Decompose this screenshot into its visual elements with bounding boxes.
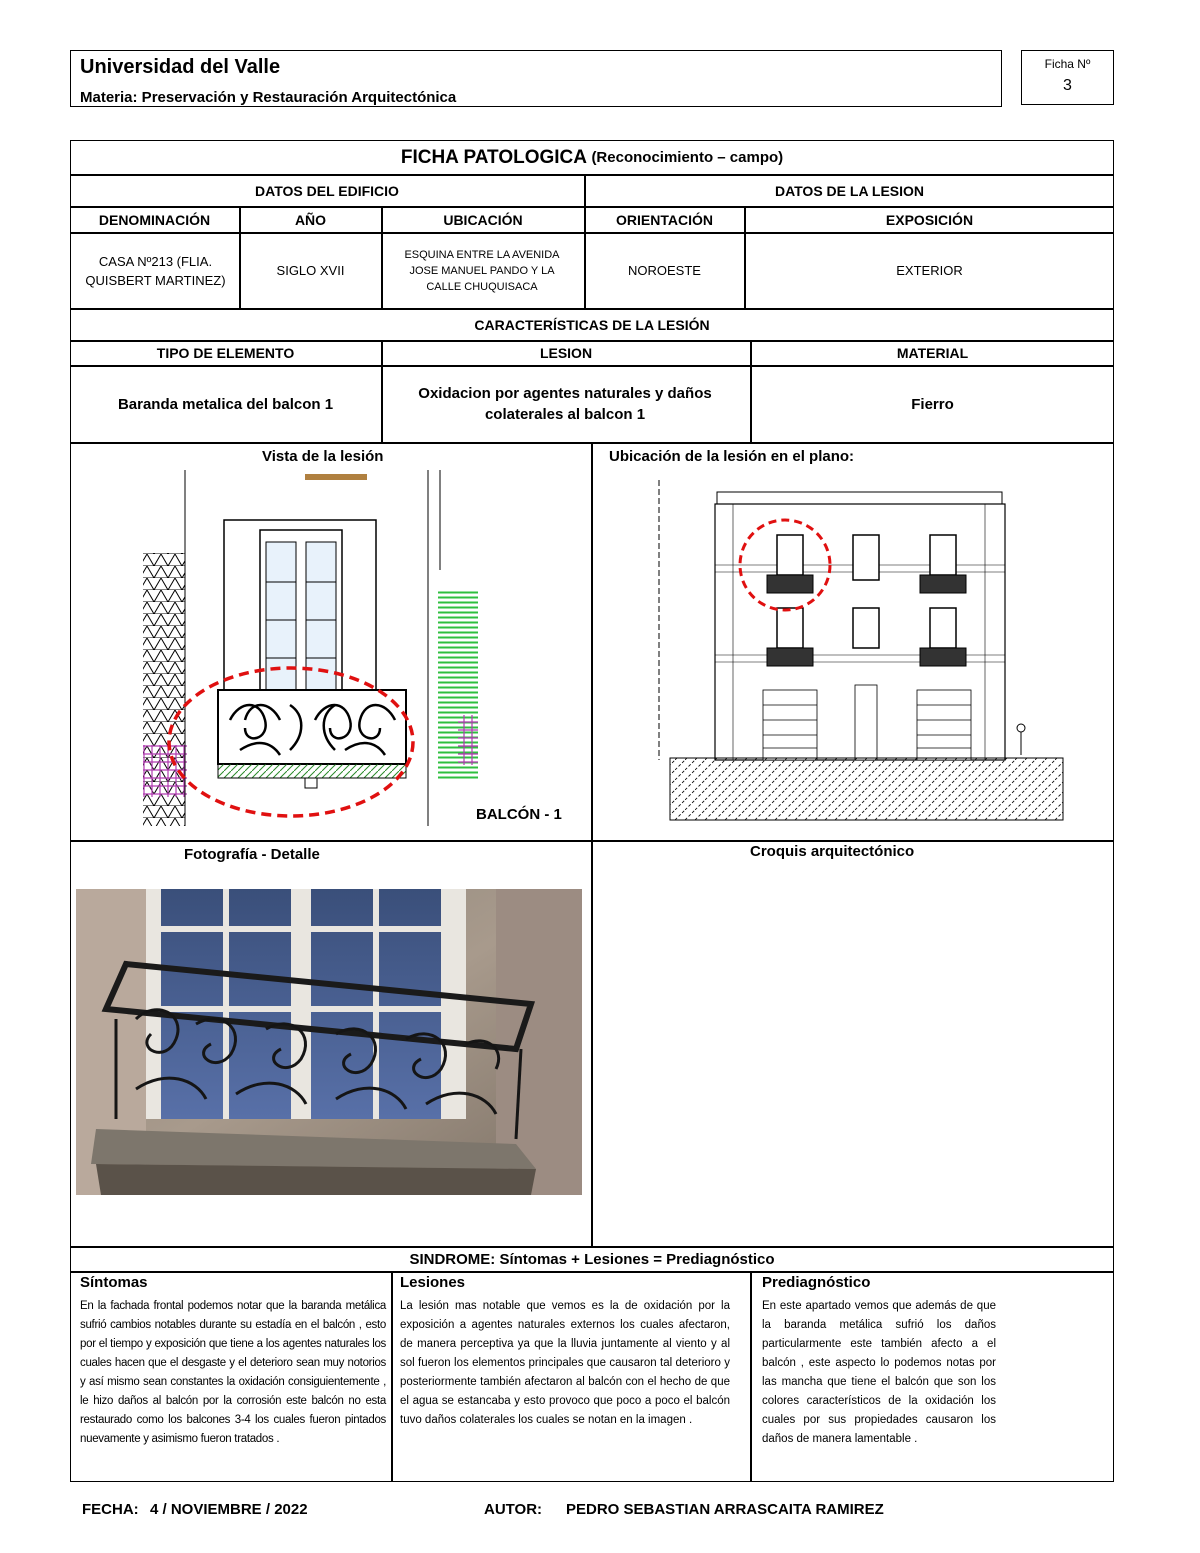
university-name: Universidad del Valle — [80, 56, 281, 78]
facade-plan-drawing — [645, 480, 1065, 825]
fecha-label: FECHA: — [82, 1501, 139, 1518]
col-orientacion: ORIENTACIÓN — [616, 211, 713, 228]
col-tipo: TIPO DE ELEMENTO — [156, 345, 295, 361]
value-denominacion: CASA Nº213 (FLIA. QUISBERT MARTINEZ) — [85, 253, 226, 288]
vista-label: Vista de la lesión — [262, 448, 384, 465]
col-material: MATERIAL — [896, 345, 969, 361]
ubicacion-plano-label: Ubicación de la lesión en el plano: — [609, 448, 855, 465]
value-tipo: Baranda metalica del balcon 1 — [117, 395, 334, 413]
autor-value: PEDRO SEBASTIAN ARRASCAITA RAMIREZ — [566, 1501, 884, 1518]
form-title-main: FICHA PATOLOGICA — [400, 146, 587, 168]
value-orientacion: NOROESTE — [628, 263, 701, 278]
sintomas-text: En la fachada frontal podemos notar que la baranda metálica sufrió cambios notables durante su estadía en el balcón , esto por el tiempo y exposición que tiene a los agentes naturales los cuales hacen que el desgaste y el deterioro sean muy notorios y así mismo sean constantes la oxidación consiguientemente , le hizo daños al balcón por la corrosión este balcón no esta restaurado como los balcones 3-4 los cuales fueron pintados nuevamente y asimismo fueron tratados . — [80, 1300, 386, 1445]
foto-label: Fotografía - Detalle — [184, 846, 320, 863]
section-lesion: DATOS DE LA LESION — [774, 182, 925, 199]
col-denominacion: DENOMINACIÓN — [98, 211, 211, 228]
col-exposicion: EXPOSICIÓN — [885, 211, 974, 228]
divider — [750, 1271, 752, 1482]
section-building: DATOS DEL EDIFICIO — [255, 182, 399, 199]
caracteristicas-title: CARACTERÍSTICAS DE LA LESIÓN — [474, 316, 710, 333]
form-title-sub: (Reconocimiento – campo) — [591, 149, 784, 166]
divider — [391, 1271, 393, 1482]
value-material: Fierro — [911, 395, 954, 413]
autor-label: AUTOR: — [484, 1501, 543, 1518]
sindrome-title: SINDROME: Síntomas + Lesiones = Prediagnóstico — [409, 1250, 775, 1268]
prediagnostico-title: Prediagnóstico — [762, 1274, 871, 1291]
balcon-label: BALCÓN - 1 — [476, 806, 562, 823]
col-lesion: LESION — [539, 345, 593, 361]
fecha-value: 4 / NOVIEMBRE / 2022 — [150, 1501, 308, 1518]
ficha-box — [1021, 50, 1114, 105]
value-anio: SIGLO XVII — [276, 263, 345, 278]
ficha-number: 3 — [1063, 77, 1072, 94]
prediagnostico-text: En este apartado vemos que además de que la baranda metálica sufrió los daños particularmente este también afecto a el balcón , este aspecto lo podemos notas por las mancha que tiene el balcón que son los colores característicos de la oxidación los cuales por sus propiedades causaron los daños de manera lamentable . — [762, 1300, 996, 1445]
ficha-label: Ficha Nº — [1044, 57, 1091, 71]
value-exposicion: EXTERIOR — [896, 263, 963, 278]
subject-name: Materia: Preservación y Restauración Arquitectónica — [80, 89, 457, 106]
divider — [591, 442, 593, 1246]
value-ubicacion: ESQUINA ENTRE LA AVENIDA JOSE MANUEL PANDO Y LA CALLE CHUQUISACA — [404, 248, 560, 293]
form-title — [70, 141, 1114, 174]
balcony-photo — [76, 889, 582, 1195]
divider — [70, 1271, 1114, 1273]
balcony-elevation-drawing — [140, 470, 490, 826]
croquis-label: Croquis arquitectónico — [750, 843, 915, 860]
col-anio: AÑO — [294, 211, 327, 228]
value-lesion: Oxidacion por agentes naturales y daños colaterales al balcon 1 — [418, 385, 712, 423]
lesiones-text: La lesión mas notable que vemos es la de oxidación por la exposición a agentes naturales externos los cuales afectaron, de manera perceptiva ya que la lluvia juntamente al viento y al sol fueron los elementos principales que causaron tal deterioro y posteriormente también afectaron al balcón con el hecho de que el agua se estancaba y esto provoco que poco a poco el balcón tuvo daños colaterales los cuales se notan en la imagen . — [400, 1300, 730, 1426]
lesiones-title: Lesiones — [400, 1274, 466, 1291]
col-ubicacion: UBICACIÓN — [443, 211, 523, 228]
sintomas-title: Síntomas — [80, 1274, 148, 1291]
